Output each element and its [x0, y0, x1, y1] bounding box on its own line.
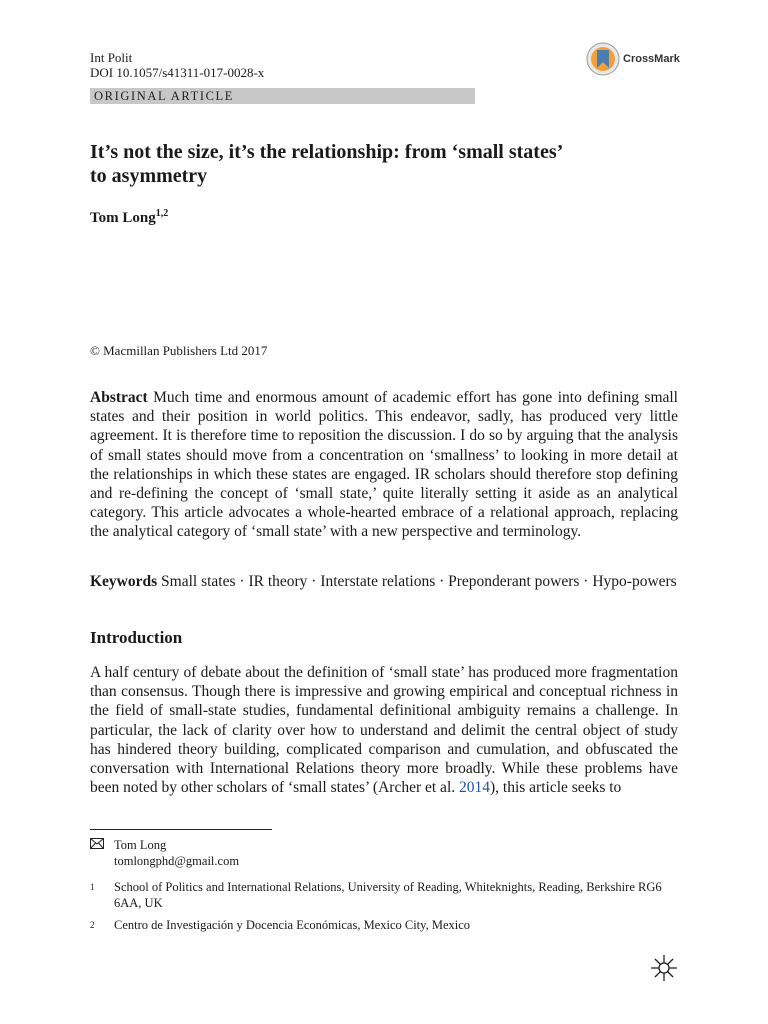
- title-line-2: to asymmetry: [90, 165, 208, 187]
- keywords-text: Small states · IR theory · Interstate relations · Preponderant powers · Hypo-powers: [161, 573, 677, 590]
- copyright: © Macmillan Publishers Ltd 2017: [90, 343, 268, 358]
- abstract: [90, 388, 678, 542]
- footnote-text: Centro de Investigación y Docencia Económicas, Mexico City, Mexico: [114, 918, 471, 932]
- keywords-label: Keywords: [90, 573, 158, 590]
- footnote-2: [90, 917, 680, 933]
- author-name: Tom Long: [90, 210, 156, 226]
- introduction-paragraph: [90, 663, 678, 797]
- crossmark-label: CrossMark: [623, 53, 680, 65]
- contact-email[interactable]: tomlongphd@gmail.com: [114, 854, 240, 868]
- journal-name: Int Polit: [90, 50, 133, 65]
- paper-title: [90, 140, 690, 188]
- springer-logo-icon: [650, 954, 678, 982]
- author-affiliation: 1,2: [155, 208, 169, 219]
- footnote-text: School of Politics and International Relations, University of Reading, Whiteknights, Reading, Berkshire RG6 6AA, UK: [114, 880, 662, 910]
- footnote-number: 2: [90, 920, 95, 930]
- contact-name: Tom Long: [114, 838, 167, 852]
- crossmark-badge[interactable]: [586, 42, 682, 76]
- doi: DOI 10.1057/s41311-017-0028-x: [90, 65, 265, 80]
- keywords: [90, 572, 678, 591]
- citation-link[interactable]: 2014: [459, 779, 490, 797]
- intro-text-after: ), this article seeks to: [490, 779, 622, 797]
- envelope-icon: [90, 837, 114, 853]
- author: [90, 208, 168, 227]
- title-line-1: It’s not the size, it’s the relationship: from ‘small states’: [90, 141, 564, 163]
- contact-block: [90, 837, 239, 869]
- article-type: ORIGINAL ARTICLE: [94, 89, 234, 103]
- article-type-bar: [90, 88, 475, 104]
- footnote-number: 1: [90, 882, 95, 892]
- footnote-1: [90, 879, 680, 911]
- abstract-text: Much time and enormous amount of academic effort has gone into defining small states and their position in world politics. This endeavor, sadly, has produced very little agreement. It is therefore time to reposition the discussion. I do so by arguing that the analysis of small states should move from a concentration on ‘smallness’ to looking in more detail at the relationships in which these states are engaged. IR scholars should therefore stop defining and re-defining the concept of ‘small state,’ quite literally setting it aside as an analytical category. This article advocates a whole-hearted embrace of a relational approach, replacing the analytical category of ‘small state’ with a new perspective and terminology.: [90, 389, 678, 541]
- abstract-label: Abstract: [90, 389, 148, 406]
- intro-text-before: A half century of debate about the definition of ‘small state’ has produced more fragmentation than consensus. Though there is impressive and growing empirical and conceptual richness in the field of small-state studies, fundamental definitional ambiguity remains a challenge. In particular, the lack of clarity over how to understand and delimit the central object of study has hindered theory building, complicated comparison and cumulation, and obfuscated the conversation with International Relations theory more broadly. While these problems have been noted by other scholars of ‘small states’ (Archer et al.: [90, 664, 678, 797]
- section-heading-introduction: Introduction: [90, 628, 183, 647]
- journal-header: [90, 50, 264, 80]
- crossmark-icon: [586, 42, 620, 76]
- footnote-divider: [90, 829, 272, 830]
